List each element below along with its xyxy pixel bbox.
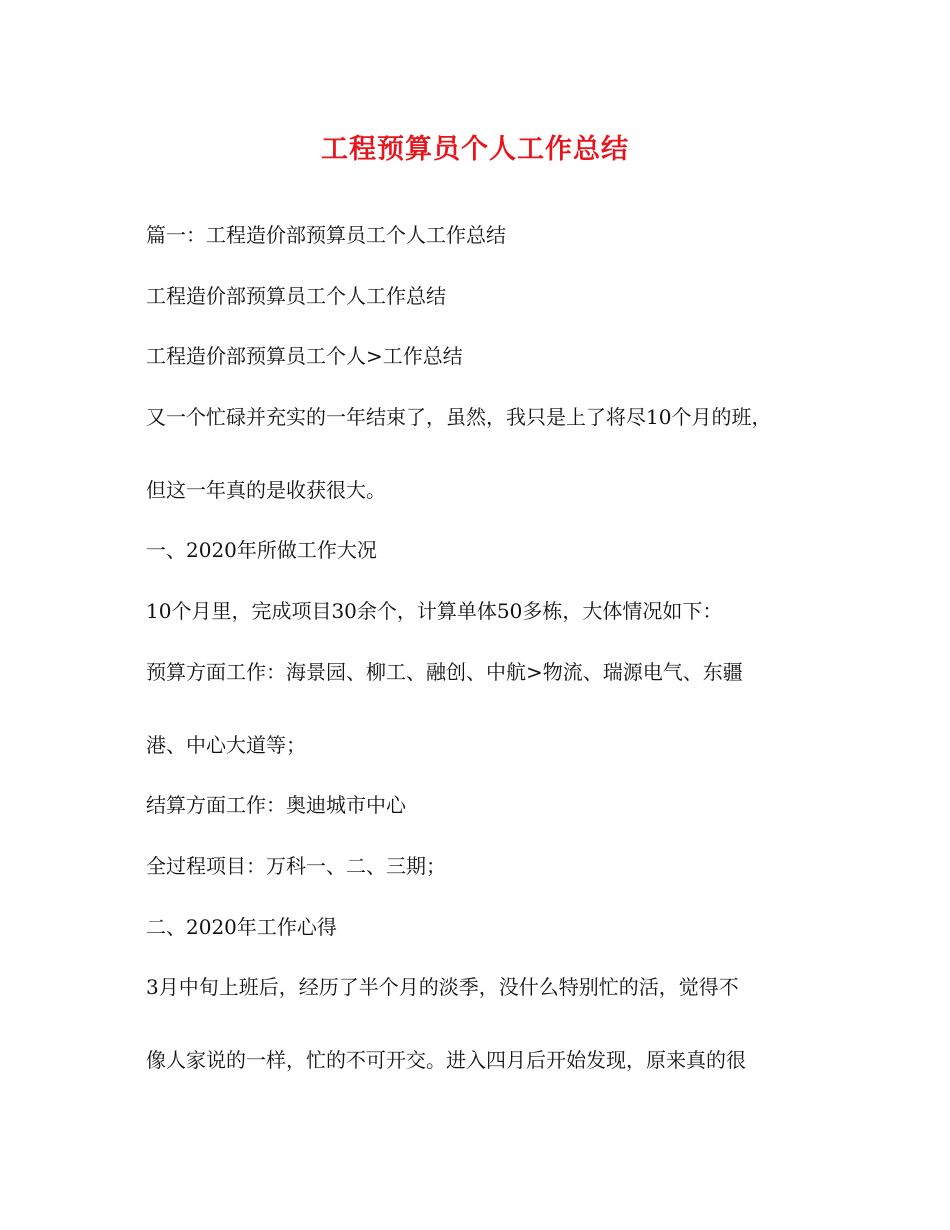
paragraph-line: 工程造价部预算员工个人工作总结 [146,284,446,308]
paragraph-line: 全过程项目：万科一、二、三期； [146,854,446,878]
paragraph-line: 又一个忙碌并充实的一年结束了，虽然，我只是上了将尽10个月的班， [146,405,772,429]
paragraph-line: 3月中旬上班后，经历了半个月的淡季，没什么特别忙的活，觉得不 [146,975,739,999]
paragraph-line: 预算方面工作：海景园、柳工、融创、中航>物流、瑞源电气、东疆 [146,660,743,684]
paragraph-line: 结算方面工作：奥迪城市中心 [146,793,406,817]
paragraph-line: 10个月里，完成项目30余个，计算单体50多栋，大体情况如下： [146,599,723,623]
document-title: 工程预算员个人工作总结 [321,134,629,165]
section-heading: 二、2020年工作心得 [146,915,337,939]
paragraph-line: 港、中心大道等； [146,733,306,757]
paragraph-line: 篇一：工程造价部预算员工个人工作总结 [146,223,506,247]
paragraph-line: 工程造价部预算员工个人>工作总结 [146,344,463,368]
section-heading: 一、2020年所做工作大况 [146,538,377,562]
paragraph-line: 像人家说的一样，忙的不可开交。进入四月后开始发现，原来真的很 [146,1048,746,1072]
paragraph-line: 但这一年真的是收获很大。 [146,478,386,502]
